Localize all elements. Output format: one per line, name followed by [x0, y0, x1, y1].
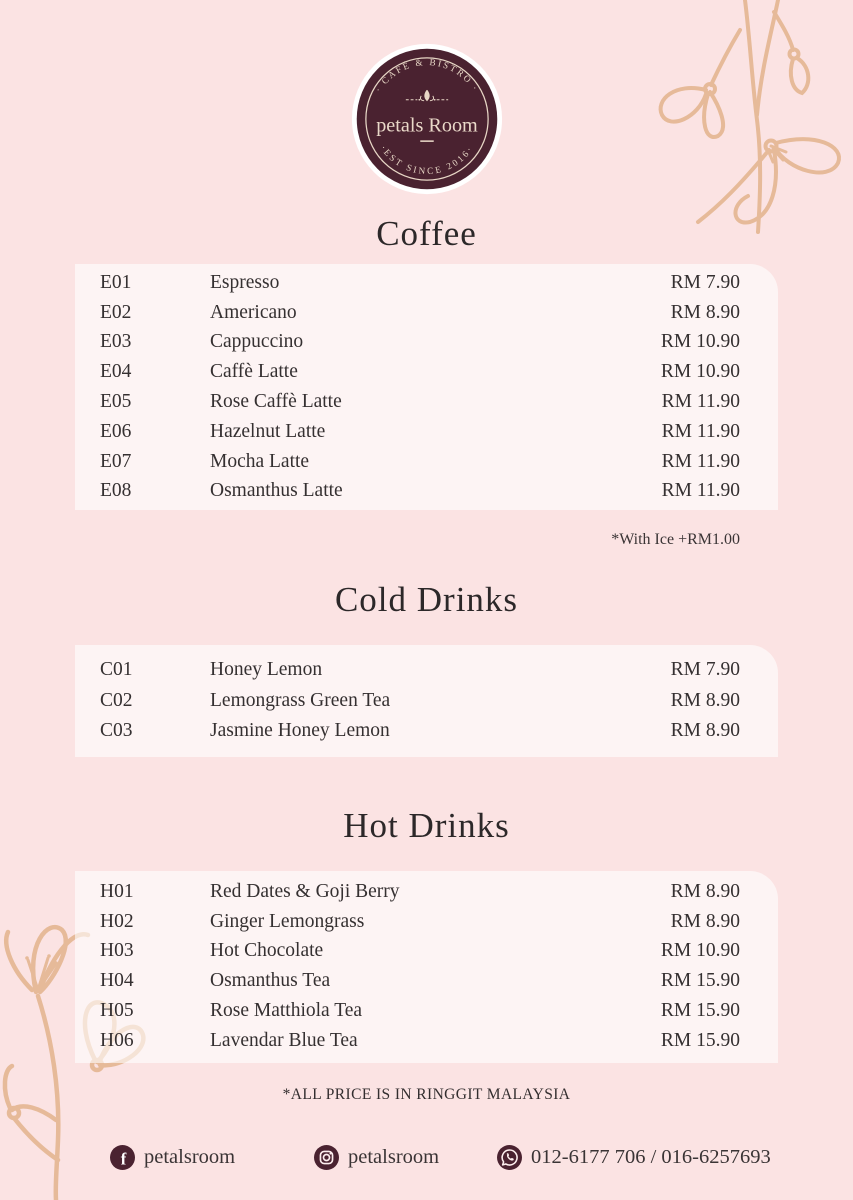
item-price: RM 15.90: [660, 1029, 740, 1051]
currency-disclaimer: *ALL PRICE IS IN RINGGIT MALAYSIA: [282, 1086, 571, 1103]
ice-surcharge-note: *With Ice +RM1.00: [611, 531, 740, 548]
item-name: Lavendar Blue Tea: [210, 1029, 358, 1051]
svg-text:f: f: [120, 1148, 127, 1168]
item-code: H04: [100, 970, 134, 992]
item-price: RM 8.90: [670, 880, 740, 902]
menu-item-row: [100, 996, 740, 1026]
item-price: RM 11.90: [661, 420, 740, 442]
item-name: Hot Chocolate: [210, 940, 324, 962]
section-title-cold-drinks: Cold Drinks: [334, 580, 519, 619]
facebook-icon: [110, 1145, 135, 1170]
item-price: RM 8.90: [670, 301, 740, 323]
item-name: Osmanthus Tea: [210, 970, 331, 992]
item-price: RM 10.90: [660, 940, 740, 962]
item-code: C01: [100, 659, 133, 681]
item-price: RM 15.90: [660, 970, 740, 992]
item-name: Osmanthus Latte: [210, 480, 343, 502]
hot-drinks-menu-card: [75, 871, 778, 1063]
item-name: Hazelnut Latte: [210, 420, 326, 442]
item-name: Lemongrass Green Tea: [210, 689, 391, 711]
facebook-link[interactable]: [110, 1144, 235, 1170]
item-name: Espresso: [210, 271, 280, 293]
item-code: H06: [100, 1029, 134, 1051]
item-name: Caffè Latte: [210, 361, 298, 383]
menu-item-row: [100, 298, 740, 328]
logo-name-text: petals Room: [375, 114, 478, 137]
item-price: RM 8.90: [670, 910, 740, 932]
item-code: H02: [100, 910, 134, 932]
item-code: E02: [100, 301, 132, 323]
item-code: E08: [100, 480, 132, 502]
logo-top-arc-text: · CAFÉ & BISTRO ·: [372, 57, 481, 94]
logo-bottom-arc-text: ·EST SINCE 2016·: [378, 143, 475, 177]
menu-item-row: [100, 716, 740, 747]
instagram-icon: [314, 1145, 339, 1170]
menu-item-row: [100, 937, 740, 967]
menu-item-row: [100, 447, 740, 477]
section-title-coffee: Coffee: [376, 214, 477, 253]
item-name: Mocha Latte: [210, 450, 310, 472]
item-code: E07: [100, 450, 132, 472]
item-name: Jasmine Honey Lemon: [210, 720, 390, 742]
item-code: E06: [100, 420, 132, 442]
item-price: RM 7.90: [670, 271, 740, 293]
item-name: Cappuccino: [210, 331, 304, 353]
item-code: H01: [100, 880, 134, 902]
menu-item-row: [100, 268, 740, 298]
instagram-handle: petalsroom: [348, 1145, 440, 1168]
item-name: Rose Caffè Latte: [210, 391, 342, 413]
menu-item-row: [100, 477, 740, 507]
facebook-handle: petalsroom: [144, 1145, 236, 1168]
menu-item-row: [100, 1026, 740, 1056]
petals-room-logo: [350, 42, 504, 196]
item-price: RM 8.90: [670, 720, 740, 742]
menu-item-row: [100, 357, 740, 387]
item-code: E03: [100, 331, 132, 353]
instagram-link[interactable]: [314, 1144, 439, 1170]
item-price: RM 10.90: [660, 331, 740, 353]
item-price: RM 15.90: [660, 1000, 740, 1022]
item-code: C02: [100, 689, 133, 711]
item-price: RM 8.90: [670, 689, 740, 711]
menu-item-row: [100, 907, 740, 937]
item-code: C03: [100, 720, 133, 742]
menu-item-row: [100, 655, 740, 686]
item-name: Red Dates & Goji Berry: [210, 880, 400, 902]
coffee-menu-card: [75, 264, 778, 510]
menu-item-row: [100, 387, 740, 417]
item-code: E01: [100, 271, 132, 293]
item-price: RM 7.90: [670, 659, 740, 681]
menu-item-row: [100, 686, 740, 717]
cold-drinks-menu-card: [75, 645, 778, 757]
item-code: E04: [100, 361, 132, 383]
item-name: Honey Lemon: [210, 659, 323, 681]
item-name: Rose Matthiola Tea: [210, 1000, 363, 1022]
item-price: RM 11.90: [661, 450, 740, 472]
item-price: RM 11.90: [661, 391, 740, 413]
floral-decoration-top-right: [600, 0, 853, 245]
item-name: Americano: [210, 301, 297, 323]
whatsapp-contact[interactable]: [497, 1144, 771, 1170]
menu-item-row: [100, 966, 740, 996]
item-code: H03: [100, 940, 134, 962]
whatsapp-icon: [497, 1145, 522, 1170]
menu-item-row: [100, 877, 740, 907]
item-code: H05: [100, 1000, 134, 1022]
item-name: Ginger Lemongrass: [210, 910, 365, 932]
item-price: RM 10.90: [660, 361, 740, 383]
phone-numbers: 012-6177 706 / 016-6257693: [531, 1145, 771, 1168]
menu-item-row: [100, 328, 740, 358]
menu-item-row: [100, 417, 740, 447]
item-price: RM 11.90: [661, 480, 740, 502]
section-title-hot-drinks: Hot Drinks: [343, 806, 510, 845]
item-code: E05: [100, 391, 132, 413]
